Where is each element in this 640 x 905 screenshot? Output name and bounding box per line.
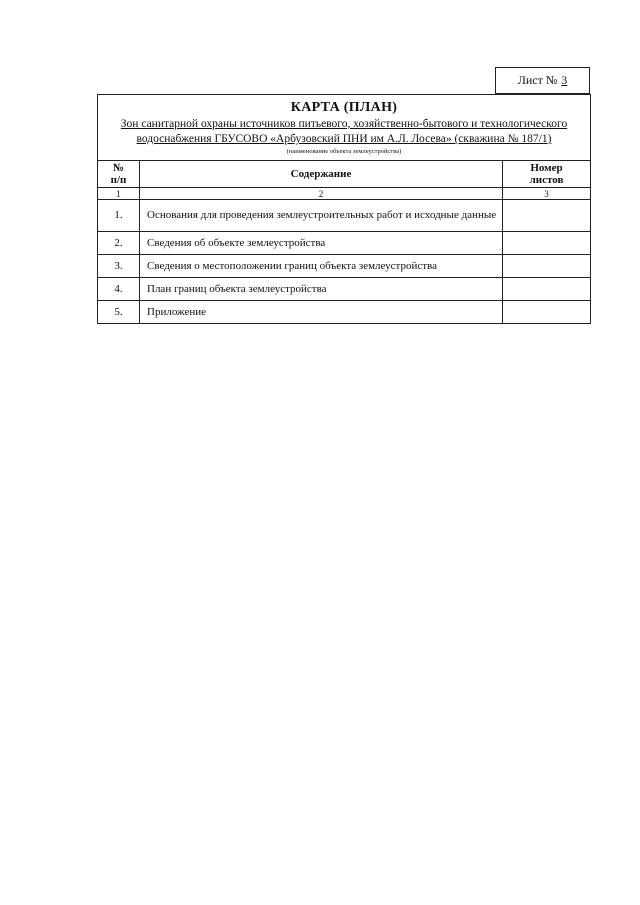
document-frame <box>97 94 591 324</box>
document-subtitle-line1: Зон санитарной охраны источников питьевого, хозяйственно-бытового и технологического <box>120 118 568 130</box>
row-content: Приложение <box>140 301 503 324</box>
row-number: 4. <box>98 278 140 301</box>
row-content: Основания для проведения землеустроительных работ и исходные данные <box>140 200 503 232</box>
sheet-number: 3 <box>561 73 568 87</box>
column-number: 1 <box>98 188 140 200</box>
header-sheets <box>503 161 591 188</box>
row-sheets <box>503 232 591 255</box>
row-number: 2. <box>98 232 140 255</box>
column-number: 2 <box>140 188 503 200</box>
object-caption: (наименование объекта землеустройства) <box>286 148 402 155</box>
sheet-label: Лист № <box>517 73 558 87</box>
document-subtitle-line2: водоснабжения ГБУСОВО «Арбузовский ПНИ им А.Л. Лосева» (скважина № 187/1) <box>136 133 552 145</box>
header-num-line1: № <box>112 162 125 174</box>
sheet-number-box <box>495 67 590 94</box>
document-title: КАРТА (ПЛАН) <box>290 100 398 115</box>
table-row <box>98 200 590 232</box>
column-number: 3 <box>503 188 591 200</box>
row-number: 5. <box>98 301 140 324</box>
header-sheets-line1: Номер <box>530 162 563 174</box>
table-row <box>98 232 590 255</box>
table-row <box>98 278 590 301</box>
header-content: Содержание <box>140 161 503 188</box>
header-num <box>98 161 140 188</box>
column-number-row <box>98 188 590 200</box>
row-sheets <box>503 200 591 232</box>
row-sheets <box>503 278 591 301</box>
row-number: 1. <box>98 200 140 232</box>
contents-table <box>98 161 590 323</box>
row-sheets <box>503 255 591 278</box>
table-row <box>98 301 590 324</box>
row-content: План границ объекта землеустройства <box>140 278 503 301</box>
row-sheets <box>503 301 591 324</box>
table-header-row <box>98 161 590 188</box>
document-header <box>98 95 590 161</box>
row-content: Сведения о местоположении границ объекта землеустройства <box>140 255 503 278</box>
table-row <box>98 255 590 278</box>
row-content: Сведения об объекте землеустройства <box>140 232 503 255</box>
row-number: 3. <box>98 255 140 278</box>
header-sheets-line2: листов <box>529 174 564 186</box>
header-num-line2: п/п <box>110 174 127 186</box>
